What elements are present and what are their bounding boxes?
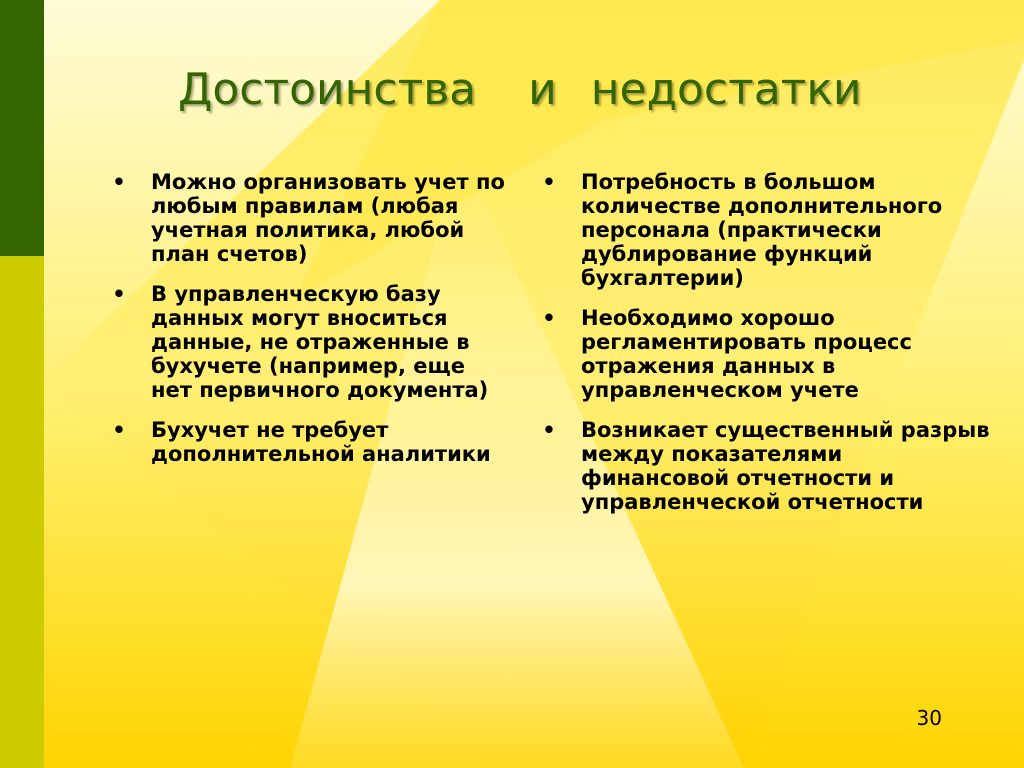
sidebar-light-block — [0, 256, 44, 768]
bullet-icon: • — [112, 418, 126, 442]
list-item-text: Можно организовать учет по любым правилам (любая учетная политика, любой план счетов) — [151, 170, 505, 266]
list-item-text: Необходимо хорошо регламентировать процесс отражения данных в управленческом учете — [581, 306, 912, 402]
list-item-text: Бухучет не требует дополнительной аналитики — [151, 418, 491, 466]
page-number: 30 — [916, 706, 942, 730]
bullet-icon: • — [112, 282, 126, 306]
bullet-icon: • — [112, 170, 126, 194]
list-item-text: Возникает существенный разрыв между показателями финансовой отчетности и управленческой отчетности — [581, 418, 990, 514]
list-item — [542, 170, 992, 290]
sidebar-dark-block — [0, 0, 44, 256]
list-item-text: В управленческую базу данных могут вноситься данные, не отраженные в бухучете (например, еще нет первичного документа) — [151, 282, 489, 402]
bullet-icon: • — [542, 170, 556, 194]
list-item — [112, 170, 512, 266]
list-item-text: Потребность в большом количестве дополнительного персонала (практически дублирование функций бухгалтерии) — [581, 170, 943, 290]
list-item — [542, 418, 992, 514]
list-item — [112, 282, 512, 402]
list-item — [542, 306, 992, 402]
title-word-3: недостатки — [590, 64, 862, 115]
slide-title — [178, 64, 878, 115]
disadvantages-list — [542, 170, 992, 530]
advantages-list — [112, 170, 512, 482]
title-word-2: и — [528, 64, 557, 115]
bullet-icon: • — [542, 306, 556, 330]
title-word-1: Достоинства — [178, 64, 477, 115]
list-item — [112, 418, 512, 466]
bullet-icon: • — [542, 418, 556, 442]
